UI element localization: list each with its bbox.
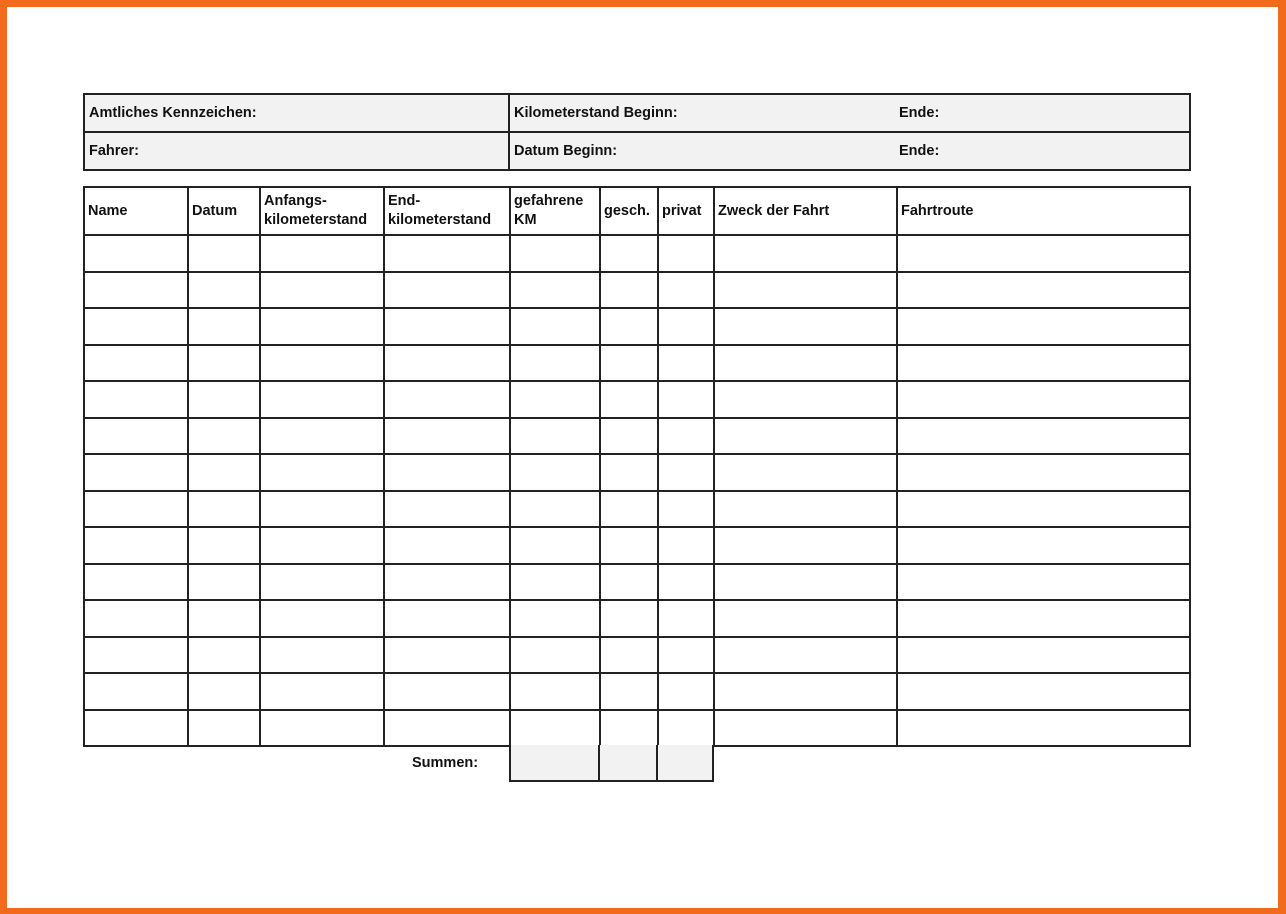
cell-end-km[interactable] bbox=[384, 454, 510, 491]
cell-gesch[interactable] bbox=[600, 637, 658, 674]
cell-gefahrene-km[interactable] bbox=[510, 600, 600, 637]
cell-zweck[interactable] bbox=[714, 527, 897, 564]
cell-privat[interactable] bbox=[658, 308, 714, 345]
cell-privat[interactable] bbox=[658, 235, 714, 272]
table-header-row bbox=[84, 187, 1190, 235]
cell-name[interactable] bbox=[84, 491, 188, 528]
cell-fahrtroute[interactable] bbox=[897, 345, 1190, 382]
cell-gefahrene-km[interactable] bbox=[510, 527, 600, 564]
column-header-fahrtroute: Fahrtroute bbox=[897, 187, 1190, 235]
cell-zweck[interactable] bbox=[714, 308, 897, 345]
cell-end-km[interactable] bbox=[384, 527, 510, 564]
cell-privat[interactable] bbox=[658, 710, 714, 747]
vehicle-info-table bbox=[83, 93, 1191, 171]
cell-zweck[interactable] bbox=[714, 637, 897, 674]
cell-gesch[interactable] bbox=[600, 600, 658, 637]
cell-datum[interactable] bbox=[188, 454, 260, 491]
table-row bbox=[84, 454, 1190, 491]
cell-gesch[interactable] bbox=[600, 418, 658, 455]
cell-fahrtroute[interactable] bbox=[897, 637, 1190, 674]
cell-fahrtroute[interactable] bbox=[897, 491, 1190, 528]
cell-datum[interactable] bbox=[188, 710, 260, 747]
table-row bbox=[84, 235, 1190, 272]
cell-name[interactable] bbox=[84, 381, 188, 418]
cell-name[interactable] bbox=[84, 308, 188, 345]
cell-zweck[interactable] bbox=[714, 345, 897, 382]
cell-gesch[interactable] bbox=[600, 381, 658, 418]
cell-zweck[interactable] bbox=[714, 418, 897, 455]
cell-fahrtroute[interactable] bbox=[897, 381, 1190, 418]
cell-datum[interactable] bbox=[188, 564, 260, 601]
cell-gefahrene-km[interactable] bbox=[510, 564, 600, 601]
cell-name[interactable] bbox=[84, 673, 188, 710]
cell-datum[interactable] bbox=[188, 600, 260, 637]
driver-info-row bbox=[84, 132, 1190, 170]
cell-privat[interactable] bbox=[658, 491, 714, 528]
table-row bbox=[84, 491, 1190, 528]
cell-name[interactable] bbox=[84, 710, 188, 747]
cell-datum[interactable] bbox=[188, 418, 260, 455]
cell-name[interactable] bbox=[84, 637, 188, 674]
cell-name[interactable] bbox=[84, 345, 188, 382]
sum-gefahrene-km-cell[interactable] bbox=[509, 745, 600, 782]
cell-gesch[interactable] bbox=[600, 235, 658, 272]
cell-privat[interactable] bbox=[658, 637, 714, 674]
cell-end-km[interactable] bbox=[384, 637, 510, 674]
cell-privat[interactable] bbox=[658, 345, 714, 382]
cell-gefahrene-km[interactable] bbox=[510, 381, 600, 418]
cell-anfangs-km[interactable] bbox=[260, 527, 384, 564]
column-header-zweck: Zweck der Fahrt bbox=[714, 187, 897, 235]
cell-anfangs-km[interactable] bbox=[260, 345, 384, 382]
cell-name[interactable] bbox=[84, 454, 188, 491]
cell-privat[interactable] bbox=[658, 418, 714, 455]
cell-anfangs-km[interactable] bbox=[260, 564, 384, 601]
cell-gesch[interactable] bbox=[600, 272, 658, 309]
cell-end-km[interactable] bbox=[384, 235, 510, 272]
table-row bbox=[84, 381, 1190, 418]
table-row bbox=[84, 308, 1190, 345]
cell-anfangs-km[interactable] bbox=[260, 710, 384, 747]
cell-gefahrene-km[interactable] bbox=[510, 673, 600, 710]
cell-fahrtroute[interactable] bbox=[897, 418, 1190, 455]
cell-gefahrene-km[interactable] bbox=[510, 308, 600, 345]
cell-zweck[interactable] bbox=[714, 491, 897, 528]
column-header-anfangskilometerstand: Anfangs- kilometerstand bbox=[260, 187, 384, 235]
cell-end-km[interactable] bbox=[384, 308, 510, 345]
datum-beginn-field[interactable]: Datum Beginn: bbox=[509, 132, 895, 170]
cell-end-km[interactable] bbox=[384, 564, 510, 601]
cell-privat[interactable] bbox=[658, 564, 714, 601]
cell-gefahrene-km[interactable] bbox=[510, 637, 600, 674]
table-row bbox=[84, 418, 1190, 455]
cell-anfangs-km[interactable] bbox=[260, 381, 384, 418]
table-row bbox=[84, 272, 1190, 309]
cell-gesch[interactable] bbox=[600, 527, 658, 564]
cell-anfangs-km[interactable] bbox=[260, 235, 384, 272]
cell-privat[interactable] bbox=[658, 381, 714, 418]
summen-label: Summen: bbox=[412, 755, 479, 771]
cell-gefahrene-km[interactable] bbox=[510, 235, 600, 272]
cell-fahrtroute[interactable] bbox=[897, 235, 1190, 272]
cell-end-km[interactable] bbox=[384, 673, 510, 710]
table-row bbox=[84, 710, 1190, 747]
cell-gefahrene-km[interactable] bbox=[510, 710, 600, 747]
cell-zweck[interactable] bbox=[714, 454, 897, 491]
cell-anfangs-km[interactable] bbox=[260, 491, 384, 528]
cell-datum[interactable] bbox=[188, 491, 260, 528]
cell-zweck[interactable] bbox=[714, 600, 897, 637]
cell-gesch[interactable] bbox=[600, 454, 658, 491]
cell-fahrtroute[interactable] bbox=[897, 272, 1190, 309]
cell-gesch[interactable] bbox=[600, 564, 658, 601]
table-row bbox=[84, 345, 1190, 382]
cell-end-km[interactable] bbox=[384, 600, 510, 637]
vehicle-info-row bbox=[84, 94, 1190, 132]
cell-anfangs-km[interactable] bbox=[260, 454, 384, 491]
cell-end-km[interactable] bbox=[384, 345, 510, 382]
kennzeichen-field[interactable]: Amtliches Kennzeichen: bbox=[84, 94, 509, 132]
cell-datum[interactable] bbox=[188, 673, 260, 710]
cell-datum[interactable] bbox=[188, 345, 260, 382]
km-beginn-field[interactable]: Kilometerstand Beginn: bbox=[509, 94, 895, 132]
cell-datum[interactable] bbox=[188, 272, 260, 309]
table-row bbox=[84, 564, 1190, 601]
column-header-privat: privat bbox=[658, 187, 714, 235]
cell-privat[interactable] bbox=[658, 454, 714, 491]
datum-ende-field[interactable]: Ende: bbox=[895, 132, 1190, 170]
cell-gefahrene-km[interactable] bbox=[510, 418, 600, 455]
km-ende-field[interactable]: Ende: bbox=[895, 94, 1190, 132]
cell-datum[interactable] bbox=[188, 637, 260, 674]
cell-name[interactable] bbox=[84, 564, 188, 601]
table-row bbox=[84, 673, 1190, 710]
cell-datum[interactable] bbox=[188, 381, 260, 418]
cell-end-km[interactable] bbox=[384, 491, 510, 528]
cell-zweck[interactable] bbox=[714, 235, 897, 272]
cell-anfangs-km[interactable] bbox=[260, 308, 384, 345]
fahrer-field[interactable]: Fahrer: bbox=[84, 132, 509, 170]
cell-zweck[interactable] bbox=[714, 272, 897, 309]
cell-anfangs-km[interactable] bbox=[260, 600, 384, 637]
cell-anfangs-km[interactable] bbox=[260, 637, 384, 674]
cell-end-km[interactable] bbox=[384, 710, 510, 747]
cell-privat[interactable] bbox=[658, 272, 714, 309]
cell-fahrtroute[interactable] bbox=[897, 600, 1190, 637]
cell-gefahrene-km[interactable] bbox=[510, 454, 600, 491]
cell-datum[interactable] bbox=[188, 235, 260, 272]
cell-gesch[interactable] bbox=[600, 491, 658, 528]
cell-gefahrene-km[interactable] bbox=[510, 345, 600, 382]
cell-fahrtroute[interactable] bbox=[897, 308, 1190, 345]
table-row bbox=[84, 637, 1190, 674]
cell-gefahrene-km[interactable] bbox=[510, 491, 600, 528]
cell-fahrtroute[interactable] bbox=[897, 710, 1190, 747]
trip-log-table bbox=[83, 186, 1191, 747]
cell-name[interactable] bbox=[84, 527, 188, 564]
cell-end-km[interactable] bbox=[384, 272, 510, 309]
cell-fahrtroute[interactable] bbox=[897, 454, 1190, 491]
table-row bbox=[84, 527, 1190, 564]
table-row bbox=[84, 600, 1190, 637]
cell-fahrtroute[interactable] bbox=[897, 564, 1190, 601]
cell-name[interactable] bbox=[84, 418, 188, 455]
cell-fahrtroute[interactable] bbox=[897, 527, 1190, 564]
cell-privat[interactable] bbox=[658, 600, 714, 637]
cell-gesch[interactable] bbox=[600, 308, 658, 345]
column-header-gefahrene-km: gefahrene KM bbox=[510, 187, 600, 235]
cell-datum[interactable] bbox=[188, 308, 260, 345]
column-header-datum: Datum bbox=[188, 187, 260, 235]
cell-anfangs-km[interactable] bbox=[260, 673, 384, 710]
column-header-name: Name bbox=[84, 187, 188, 235]
cell-datum[interactable] bbox=[188, 527, 260, 564]
cell-zweck[interactable] bbox=[714, 381, 897, 418]
cell-zweck[interactable] bbox=[714, 710, 897, 747]
cell-name[interactable] bbox=[84, 600, 188, 637]
cell-privat[interactable] bbox=[658, 673, 714, 710]
cell-name[interactable] bbox=[84, 235, 188, 272]
cell-fahrtroute[interactable] bbox=[897, 673, 1190, 710]
column-header-geschaeftlich: gesch. bbox=[600, 187, 658, 235]
cell-gesch[interactable] bbox=[600, 345, 658, 382]
cell-zweck[interactable] bbox=[714, 673, 897, 710]
cell-gefahrene-km[interactable] bbox=[510, 272, 600, 309]
cell-anfangs-km[interactable] bbox=[260, 418, 384, 455]
cell-privat[interactable] bbox=[658, 527, 714, 564]
cell-name[interactable] bbox=[84, 272, 188, 309]
cell-gesch[interactable] bbox=[600, 673, 658, 710]
sum-geschaeftlich-cell[interactable] bbox=[598, 745, 658, 782]
cell-zweck[interactable] bbox=[714, 564, 897, 601]
cell-end-km[interactable] bbox=[384, 381, 510, 418]
cell-end-km[interactable] bbox=[384, 418, 510, 455]
sum-privat-cell[interactable] bbox=[656, 745, 714, 782]
cell-anfangs-km[interactable] bbox=[260, 272, 384, 309]
cell-gesch[interactable] bbox=[600, 710, 658, 747]
column-header-endkilometerstand: End- kilometerstand bbox=[384, 187, 510, 235]
trip-log-body bbox=[84, 235, 1190, 746]
